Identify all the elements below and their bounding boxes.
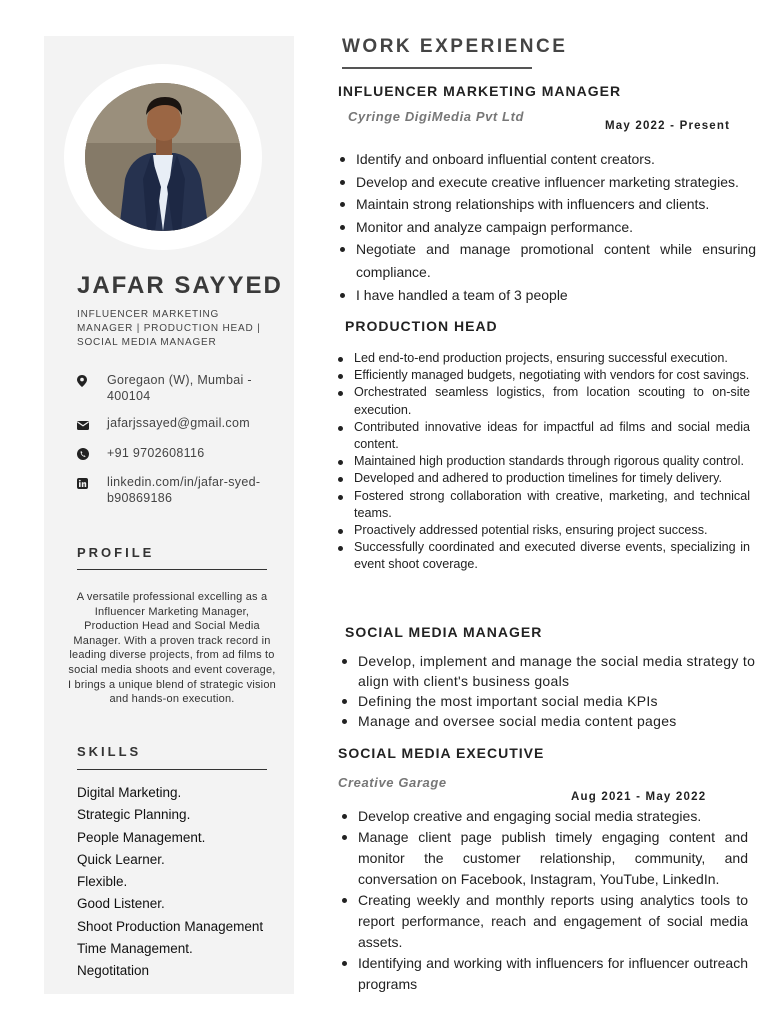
job-dates: May 2022 - Present xyxy=(605,120,731,132)
skills-list xyxy=(77,782,292,983)
job-title-production-head: PRODUCTION HEAD xyxy=(345,318,498,334)
profile-heading: PROFILE xyxy=(77,545,155,560)
skill-item: Good Listener. xyxy=(77,896,165,912)
skill-item: People Management. xyxy=(77,829,206,845)
company-name: Cyringe DigiMedia Pvt Ltd xyxy=(348,109,525,124)
email-link[interactable]: jafarjssayed@gmail.com xyxy=(107,416,250,430)
skill-item: Shoot Production Management xyxy=(77,918,264,934)
skill-item: Quick Learner. xyxy=(77,851,165,867)
profile-summary: A versatile professional excelling as a Influencer Marketing Manager, Production Head and Social Media Manager. With a proven track record in leading diverse projects, from ad films to social media shoots and event coverage, I brings a unique blend of strategic vision and hands-on execution. xyxy=(68,591,276,706)
skill-item: Digital Marketing. xyxy=(77,785,182,800)
contact-email xyxy=(77,415,287,435)
list-item: Contributed innovative ideas for impactful ad films and social media content. xyxy=(336,419,750,453)
list-item: Fostered strong collaboration with creative, marketing, and technical teams. xyxy=(336,488,750,522)
list-item: Manage client page publish timely engaging content and monitor the customer relationship, community, and conversation on Facebook, Instagram, YouTube, LinkedIn. xyxy=(340,827,748,890)
list-item: Developed and adhered to production timelines for timely delivery. xyxy=(336,470,750,487)
job-dates: Aug 2021 - May 2022 xyxy=(571,791,707,803)
list-item: Monitor and analyze campaign performance. xyxy=(338,216,756,239)
job-title-social-media-executive: SOCIAL MEDIA EXECUTIVE xyxy=(338,745,545,761)
skills-divider xyxy=(77,769,267,770)
list-item: Manage and oversee social media content pages xyxy=(340,711,756,731)
skill-item: Negotitation xyxy=(77,963,150,979)
job-title-influencer-marketing-manager: INFLUENCER MARKETING MANAGER xyxy=(338,83,622,99)
list-item: Efficiently managed budgets, negotiating with vendors for cost savings. xyxy=(336,367,750,384)
linkedin-icon xyxy=(77,474,107,506)
list-item: Proactively addressed potential risks, ensuring project success. xyxy=(336,522,750,539)
list-item: Develop, implement and manage the social media strategy to align with client's business goals xyxy=(340,651,756,691)
list-item: Maintain strong relationships with influencers and clients. xyxy=(338,193,756,216)
contact-linkedin xyxy=(77,474,287,506)
list-item: Creating weekly and monthly reports using analytics tools to report performance, reach and engagement of social media assets. xyxy=(340,890,748,953)
list-item: Develop and execute creative influencer marketing strategies. xyxy=(338,171,756,194)
linkedin-link[interactable]: linkedin.com/in/jafar-syed-b90869186 xyxy=(107,475,261,505)
candidate-subtitle: INFLUENCER MARKETING MANAGER | PRODUCTION HEAD | SOCIAL MEDIA MANAGER xyxy=(77,309,261,348)
location-text: Goregaon (W), Mumbai - 400104 xyxy=(107,373,252,403)
phone-text: +91 9702608116 xyxy=(107,446,205,460)
job-bullets-social-media-manager xyxy=(340,651,756,731)
skill-item: Time Management. xyxy=(77,941,193,957)
list-item: Identifying and working with influencers for influencer outreach programs xyxy=(340,953,748,995)
job-bullets-influencer-marketing-manager xyxy=(338,148,756,306)
phone-icon xyxy=(77,445,107,465)
list-item: I have handled a team of 3 people xyxy=(338,284,756,307)
list-item: Defining the most important social media KPIs xyxy=(340,691,756,711)
list-item: Led end-to-end production projects, ensuring successful execution. xyxy=(336,350,750,367)
map-pin-icon xyxy=(77,372,107,404)
profile-divider xyxy=(77,569,267,570)
list-item: Identify and onboard influential content creators. xyxy=(338,148,756,171)
job-bullets-production-head xyxy=(336,350,750,574)
work-experience-heading: WORK EXPERIENCE xyxy=(342,36,568,57)
list-item: Maintained high production standards through rigorous quality control. xyxy=(336,453,750,470)
job-title-social-media-manager: SOCIAL MEDIA MANAGER xyxy=(345,624,543,640)
work-experience-divider xyxy=(342,67,532,69)
skill-item: Strategic Planning. xyxy=(77,807,191,823)
profile-photo-frame xyxy=(64,64,262,250)
skill-item: Flexible. xyxy=(77,874,128,890)
sidebar xyxy=(44,36,294,994)
list-item: Successfully coordinated and executed diverse events, specializing in event shoot coverage. xyxy=(336,539,750,573)
contact-phone xyxy=(77,445,287,465)
envelope-icon xyxy=(77,415,107,435)
candidate-name: JAFAR SAYYED xyxy=(77,272,283,299)
job-bullets-social-media-executive xyxy=(340,806,748,995)
profile-photo-illustration xyxy=(85,83,241,231)
company-name: Creative Garage xyxy=(338,775,447,790)
profile-photo xyxy=(85,83,241,231)
skills-heading: SKILLS xyxy=(77,744,142,759)
contact-location xyxy=(77,372,287,404)
list-item: Negotiate and manage promotional content while ensuring compliance. xyxy=(338,238,756,283)
list-item: Develop creative and engaging social media strategies. xyxy=(340,806,748,827)
list-item: Orchestrated seamless logistics, from location scouting to on-site execution. xyxy=(336,384,750,418)
